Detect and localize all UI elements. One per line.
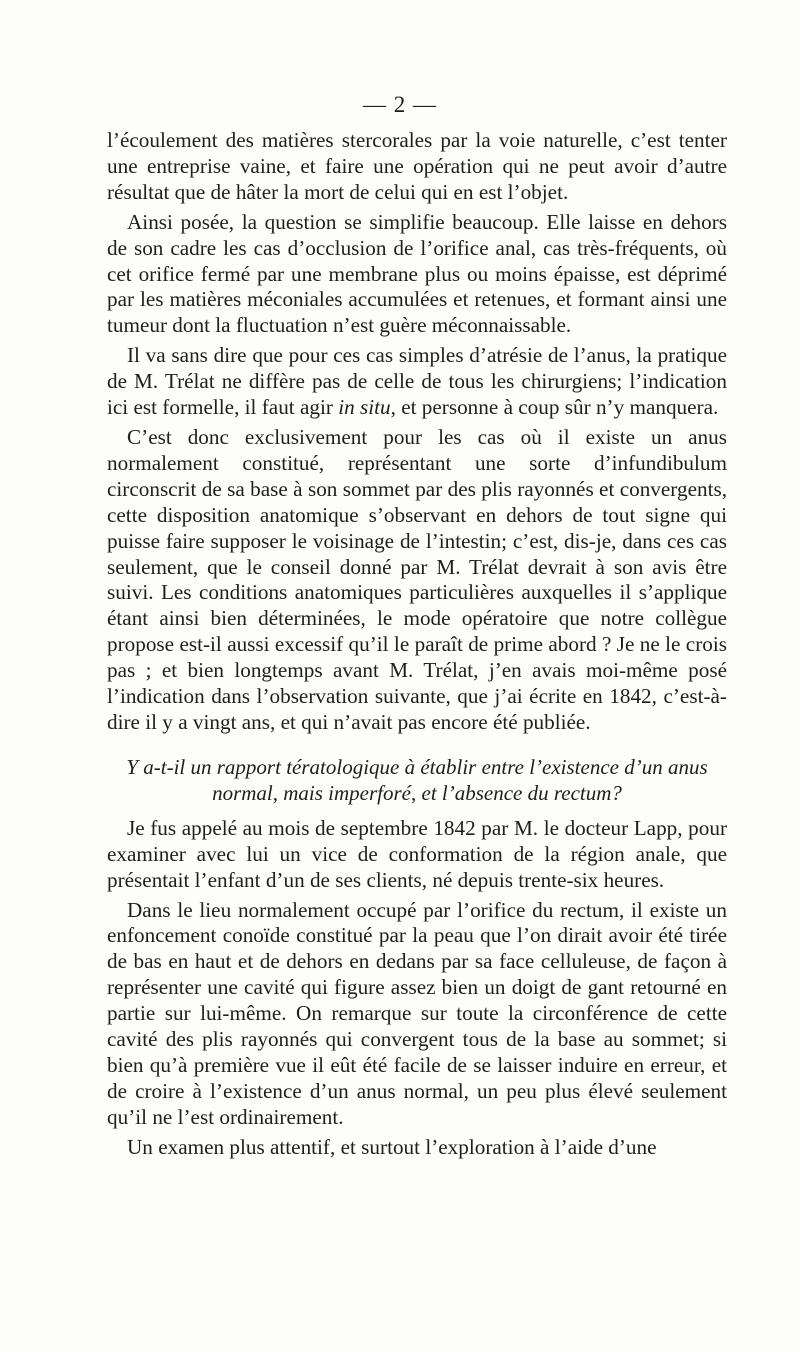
paragraph-2: Ainsi posée, la question se simplifie beaucoup. Elle laisse en dehors de son cadre les cas d’occlusion de l’orifice anal, cas très-fréquents, où cet orifice fermé par une membrane plus ou moins épaisse, est déprimé par les matières méconiales accumulées et retenues, et formant ainsi une tumeur dont la fluctuation n’est guère méconnaissable.: [107, 209, 727, 338]
paragraph-1: l’écoulement des matières stercorales par la voie naturelle, c’est tenter une entreprise vaine, et faire une opération qui ne peut avoir d’autre résultat que de hâter la mort de celui qui en est l’objet.: [107, 128, 727, 204]
paragraph-3-italic: in situ: [338, 395, 391, 420]
body-text: [107, 128, 727, 1165]
section-subheading: [107, 754, 727, 806]
paragraph-3: [107, 343, 727, 421]
page-number: — 2 —: [363, 92, 437, 117]
paragraph-3-text-before: Il va sans dire que pour ces cas simples d’atrésie de l’anus, la pratique de M. Trélat ne diffère pas de celle de tous les chirurgiens; l’indication ici est formelle, il faut agir: [107, 343, 727, 420]
paragraph-4: C’est donc exclusivement pour les cas où il existe un anus normalement constitué, représentant une sorte d’infundibulum circonscrit de sa base à son sommet par des plis rayonnés et convergents, cette disposition anatomique s’observant en dehors de tout signe qui puisse faire supposer le voisinage de l’intestin; c’est, dis-je, dans ces cas seulement, que le conseil donné par M. Trélat devrait à son avis être suivi. Les conditions anatomiques particulières auxquelles il s’applique étant ainsi bien déterminées, le mode opératoire que notre collègue propose est-il aussi excessif qu’il le paraît de prime abord ? Je ne le crois pas ; et bien longtemps avant M. Trélat, j’en avais moi-même posé l’indication dans l’observation suivante, que j’ai écrite en 1842, c’est-à-dire il y a vingt ans, et qui n’avait pas encore été publiée.: [107, 424, 727, 734]
paragraph-5: Je fus appelé au mois de septembre 1842 par M. le docteur Lapp, pour examiner avec lui un vice de conformation de la région anale, que présentait l’enfant d’un de ses clients, né depuis trente-six heures.: [107, 815, 727, 892]
paragraph-3-text-after: , et personne à coup sûr n’y manquera.: [390, 395, 719, 420]
subheading-line-1: Y a-t-il un rapport tératologique à établir entre l’existence d’un anus: [126, 754, 708, 779]
subheading-line-2: normal, mais imperforé, et l’absence du rectum?: [212, 780, 622, 805]
paragraph-6: Dans le lieu normalement occupé par l’orifice du rectum, il existe un enfoncement conoïde constitué par la peau que l’on dirait avoir été tirée de bas en haut et de dehors en dedans par sa face celluleuse, de façon à représenter une cavité qui figure assez bien un doigt de gant retourné en partie sur lui-même. On remarque sur toute la circonférence de cette cavité des plis rayonnés qui convergent tous de la base au sommet; si bien qu’à première vue il eût été facile de se laisser induire en erreur, et de croire à l’existence d’un anus normal, un peu plus élevé seulement qu’il ne l’est ordinairement.: [107, 897, 727, 1129]
paragraph-7: Un examen plus attentif, et surtout l’exploration à l’aide d’une: [127, 1134, 657, 1159]
